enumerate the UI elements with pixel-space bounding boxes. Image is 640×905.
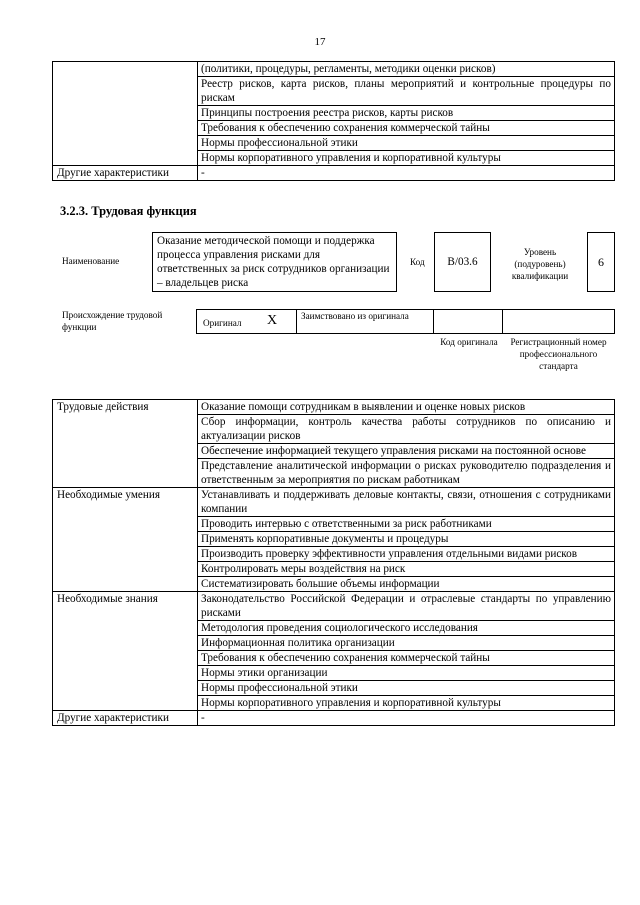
other-characteristics-label: Другие характеристики: [53, 711, 198, 726]
function-code-value: B/03.6: [447, 256, 478, 268]
origin-label: Происхождение трудовой функции: [62, 310, 163, 332]
original-mark: X: [267, 313, 278, 328]
labor-action-item: Сбор информации, контроль качества работы сотрудников по описанию и актуализации рисков: [198, 415, 615, 444]
previous-function-table: [52, 61, 615, 181]
skill-item: Систематизировать большие объемы информации: [198, 577, 615, 592]
original-code-caption: Код оригинала: [440, 337, 498, 347]
qualification-level-box: [587, 232, 615, 292]
original-cell: [197, 310, 297, 333]
table-row: [53, 711, 615, 726]
labor-actions-label: Трудовые действия: [53, 400, 198, 488]
knowledge-item: Информационная политика организации: [198, 636, 615, 651]
original-code-cell: [434, 310, 503, 333]
other-characteristics-value: -: [198, 166, 615, 181]
other-characteristics-label: Другие характеристики: [53, 166, 198, 181]
table-row: [53, 166, 615, 181]
required-skills-label: Необходимые умения: [53, 488, 198, 592]
knowledge-item: Принципы построения реестра рисков, карты рисков: [198, 106, 615, 121]
origin-row: [196, 309, 615, 334]
knowledge-item: Нормы корпоративного управления и корпоративной культуры: [198, 696, 615, 711]
knowledge-item: Законодательство Российской Федерации и отраслевые стандарты по управлению рисками: [198, 592, 615, 621]
code-label: Код: [410, 257, 425, 267]
knowledge-item: Методология проведения социологического исследования: [198, 621, 615, 636]
skill-item: Проводить интервью с ответственными за риск работниками: [198, 517, 615, 532]
registration-number-caption: Регистрационный номер профессионального стандарта: [510, 337, 607, 371]
knowledge-item: Нормы этики организации: [198, 666, 615, 681]
knowledge-item: Требования к обеспечению сохранения коммерческой тайны: [198, 651, 615, 666]
qualification-level-value: 6: [598, 255, 604, 269]
labor-action-item: Оказание помощи сотрудникам в выявлении и оценке новых рисков: [198, 400, 615, 415]
other-characteristics-value: -: [198, 711, 615, 726]
labor-action-item: Представление аналитической информации о рисках руководителю подразделения и ответственным за мероприятия по рискам работникам: [198, 459, 615, 488]
skill-item: Применять корпоративные документы и процедуры: [198, 532, 615, 547]
knowledge-item: Нормы профессиональной этики: [198, 681, 615, 696]
skill-item: Производить проверку эффективности управления отдельными видами рисков: [198, 547, 615, 562]
skill-item: Устанавливать и поддерживать деловые контакты, связи, отношения с сотрудниками компании: [198, 488, 615, 517]
qualification-level-label: Уровень (подуровень) квалификации: [511, 247, 569, 281]
name-label: Наименование: [62, 256, 120, 266]
knowledge-item: (политики, процедуры, регламенты, методики оценки рисков): [198, 62, 615, 77]
function-name-box: Оказание методической помощи и поддержка процесса управления рисками для ответственных за риск сотрудников организации – владельцев риска: [152, 232, 397, 292]
borrowed-label: Заимствовано из оригинала: [301, 311, 409, 321]
knowledge-item: Реестр рисков, карта рисков, планы мероприятий и контрольные процедуры по рискам: [198, 77, 615, 106]
skill-item: Контролировать меры воздействия на риск: [198, 562, 615, 577]
table-row: [53, 62, 615, 77]
knowledge-item: Нормы профессиональной этики: [198, 136, 615, 151]
table-row: [53, 400, 615, 415]
original-label: Оригинал: [203, 318, 242, 328]
function-details-table: [52, 399, 615, 726]
section-heading: 3.2.3. Трудовая функция: [60, 204, 197, 218]
table-row: [53, 592, 615, 621]
empty-label-cell: [53, 62, 198, 166]
page-number: 17: [314, 36, 326, 48]
labor-action-item: Обеспечение информацией текущего управления рисками на постоянной основе: [198, 444, 615, 459]
knowledge-item: Нормы корпоративного управления и корпоративной культуры: [198, 151, 615, 166]
borrowed-cell: [297, 310, 434, 333]
required-knowledge-label: Необходимые знания: [53, 592, 198, 711]
function-code-box: [434, 232, 491, 292]
table-row: [53, 488, 615, 517]
registration-number-cell: [503, 310, 614, 333]
knowledge-item: Требования к обеспечению сохранения коммерческой тайны: [198, 121, 615, 136]
